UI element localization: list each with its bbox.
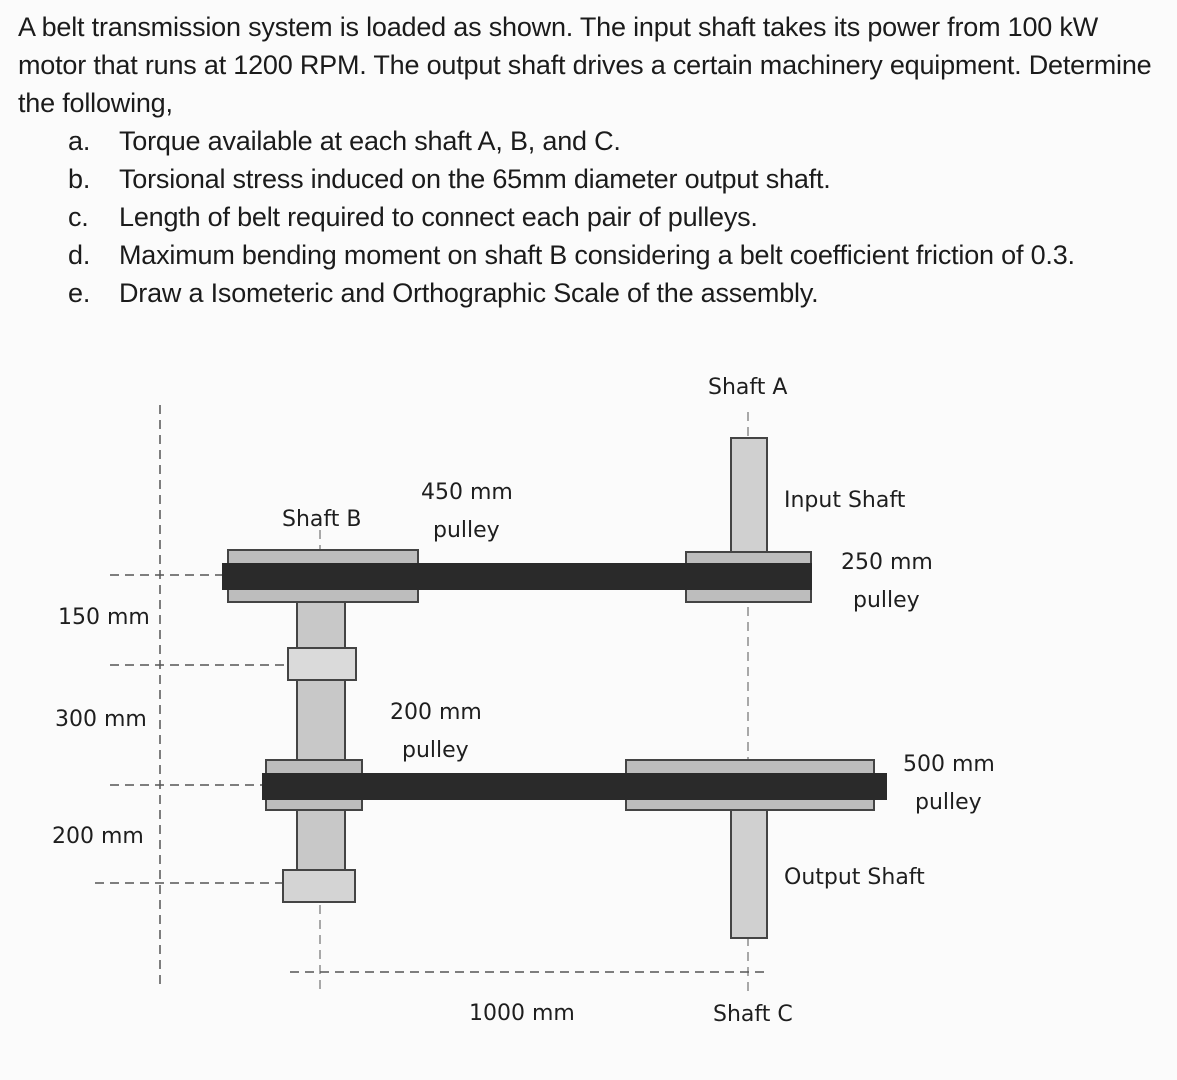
pulley-200-size-label: 200 mm <box>390 700 482 725</box>
question-text: Draw a Isometeric and Orthographic Scale of the assembly. <box>119 278 819 308</box>
shaft-a-label: Shaft A <box>708 375 788 400</box>
pulley-500-size-label: 500 mm <box>903 752 995 777</box>
lower-belt <box>262 773 887 800</box>
question-marker: e. <box>68 278 91 308</box>
dim-200-label: 200 mm <box>52 824 144 849</box>
shaft-b-bearing-upper <box>288 648 356 680</box>
dim-1000-label: 1000 mm <box>469 1001 575 1026</box>
question-text: Maximum bending moment on shaft B considering a belt coefficient friction of 0.3. <box>119 240 1075 270</box>
pulley-500-word-label: pulley <box>915 790 982 815</box>
question-marker: d. <box>68 240 91 270</box>
output-shaft-label: Output Shaft <box>784 865 925 890</box>
upper-belt <box>222 563 812 590</box>
question-marker: a. <box>68 126 91 156</box>
pulley-200-word-label: pulley <box>402 738 469 763</box>
pulley-450-word-label: pulley <box>433 518 500 543</box>
shaft-c-output <box>731 800 767 938</box>
question-marker: c. <box>68 202 89 232</box>
shaft-b-label: Shaft B <box>282 507 362 532</box>
dim-300-label: 300 mm <box>55 707 147 732</box>
input-shaft-label: Input Shaft <box>784 488 906 513</box>
question-text: Length of belt required to connect each pair of pulleys. <box>119 202 758 232</box>
pulley-250-word-label: pulley <box>853 588 920 613</box>
shaft-a-input <box>731 438 767 560</box>
question-text: Torque available at each shaft A, B, and C. <box>119 126 621 156</box>
problem-intro: A belt transmission system is loaded as shown. The input shaft takes its power from 100 kW motor that runs at 1200 RPM. The output shaft drives a certain machinery equipment. Determine the following, <box>18 12 1152 118</box>
shaft-b <box>297 565 345 883</box>
question-marker: b. <box>68 164 91 194</box>
pulley-450-size-label: 450 mm <box>421 480 513 505</box>
question-text: Torsional stress induced on the 65mm diameter output shaft. <box>119 164 831 194</box>
shaft-c-label: Shaft C <box>713 1002 793 1027</box>
pulley-250-size-label: 250 mm <box>841 550 933 575</box>
shaft-b-bearing-lower <box>283 870 355 902</box>
dim-150-label: 150 mm <box>58 605 150 630</box>
